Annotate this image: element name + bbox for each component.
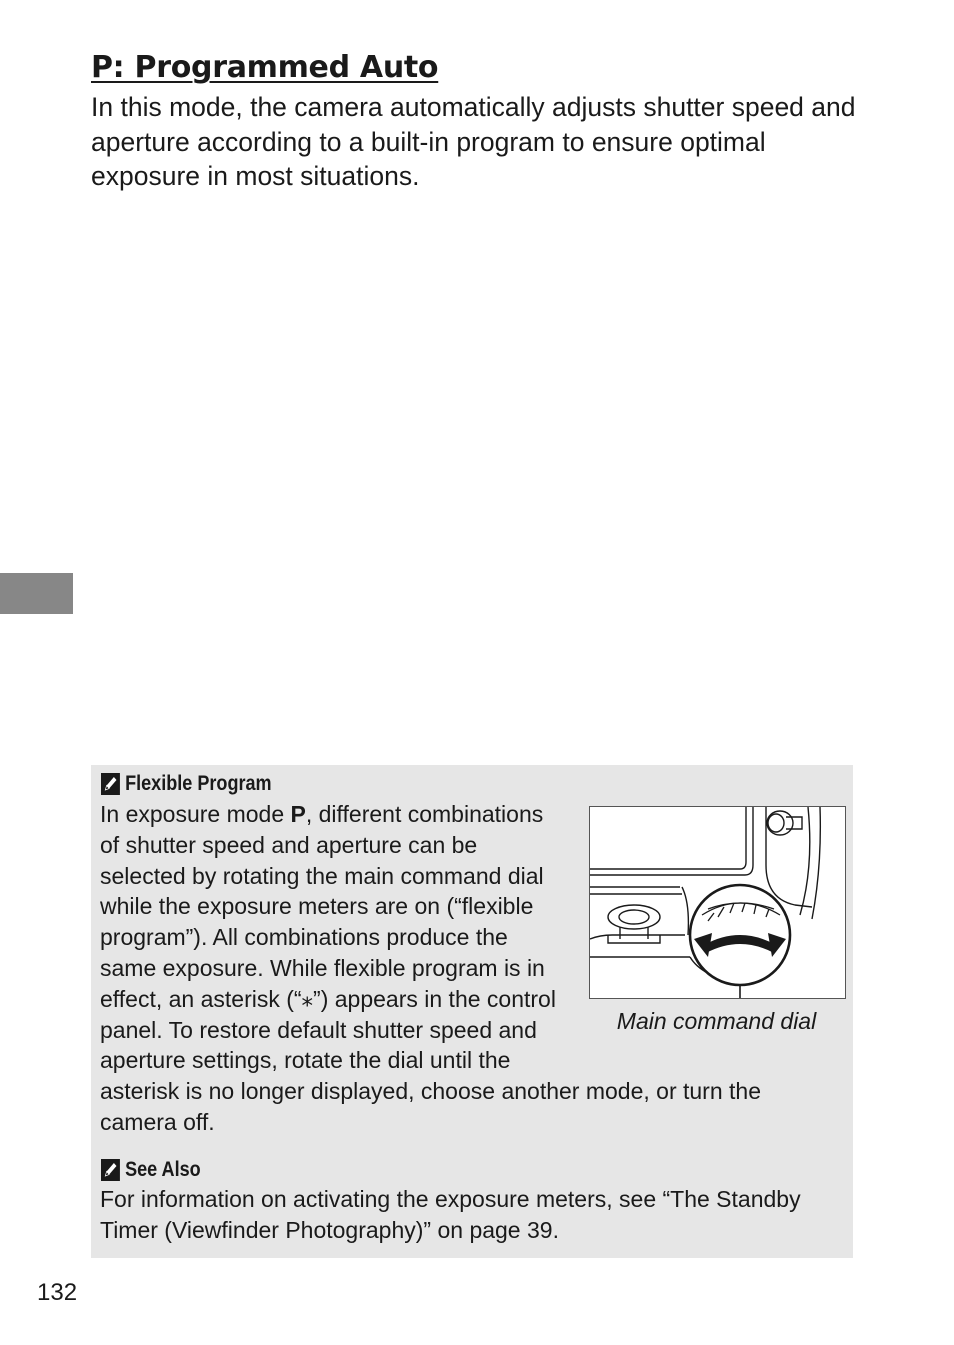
text-segment: , different combinations <box>305 801 544 827</box>
see-also-text: For information on activating the exposure meters, see “The Standby Timer (Viewfinder Photography)” on page 39. <box>100 1186 801 1243</box>
chapter-tab <box>0 573 73 614</box>
text-line: selected by rotating the main command dial <box>100 862 544 889</box>
text-line: effect, an asterisk (“⁎”) appears in the control <box>100 985 556 1012</box>
intro-paragraph: In this mode, the camera automatically adjusts shutter speed and aperture according to a built-in program to ensure optimal exposure in most situations. <box>91 92 856 191</box>
section-title: P: Programmed Auto <box>91 50 439 85</box>
pencil-icon <box>101 773 120 795</box>
text-line: of shutter speed and aperture can be <box>100 831 478 858</box>
pencil-icon <box>101 1159 120 1181</box>
flexible-program-title: Flexible Program <box>125 772 272 795</box>
see-also-heading <box>101 1157 201 1183</box>
camera-dial-illustration <box>589 806 846 999</box>
text-line: camera off. <box>100 1108 215 1135</box>
text-line: while the exposure meters are on (“flexible <box>100 893 534 920</box>
text-line: program”). All combinations produce the <box>100 924 508 951</box>
mode-p-letter: P <box>290 801 306 827</box>
figure-caption: Main command dial <box>616 1008 817 1034</box>
text-line: aperture settings, rotate the dial until the <box>100 1047 511 1074</box>
text-line: same exposure. While flexible program is in <box>100 954 545 981</box>
note-box <box>91 765 853 1258</box>
see-also-title: See Also <box>125 1158 201 1181</box>
page-number: 132 <box>37 1279 78 1306</box>
flexible-program-heading <box>101 771 272 797</box>
text-segment: In exposure mode <box>100 801 291 827</box>
text-line: panel. To restore default shutter speed and <box>100 1016 537 1043</box>
text-line: asterisk is no longer displayed, choose another mode, or turn the <box>100 1078 761 1105</box>
